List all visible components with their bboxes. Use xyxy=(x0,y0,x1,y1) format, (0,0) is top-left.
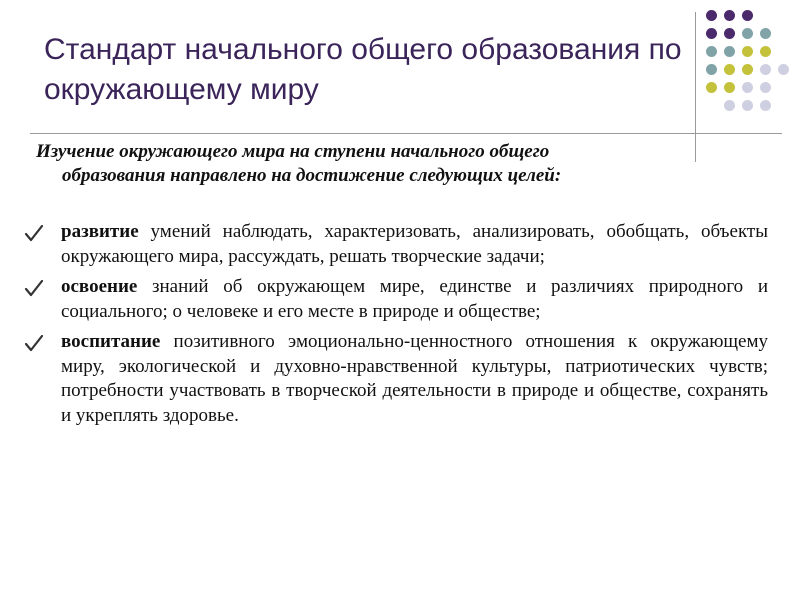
decorative-dot xyxy=(706,28,717,39)
item-text: знаний об окружающем мире, единстве и различиях природного и социального; о человеке и его месте в природе и обществе; xyxy=(61,276,768,322)
check-mark-icon xyxy=(24,224,44,242)
decorative-dot xyxy=(724,28,735,39)
decorative-dot xyxy=(724,100,735,111)
decorative-dot xyxy=(760,100,771,111)
intro-paragraph xyxy=(36,140,769,188)
decorative-dot xyxy=(742,100,753,111)
check-mark-icon xyxy=(24,279,44,297)
intro-line-1: Изучение окружающего мира на ступени начального общего xyxy=(36,141,550,162)
list-item xyxy=(0,330,800,428)
item-keyword: освоение xyxy=(61,276,138,297)
item-keyword: воспитание xyxy=(61,331,161,352)
list-item xyxy=(0,275,800,324)
decorative-dot xyxy=(706,10,717,21)
decorative-dot xyxy=(742,10,753,21)
goals-list xyxy=(0,220,800,434)
decorative-dot xyxy=(760,64,771,75)
intro-line-2: образования направлено на достижение следующих целей: xyxy=(62,165,562,186)
decorative-dot xyxy=(742,46,753,57)
decorative-dot xyxy=(724,82,735,93)
decorative-dot xyxy=(742,82,753,93)
decorative-dot xyxy=(742,28,753,39)
slide-title: Стандарт начального общего образования по окружающему миру xyxy=(44,33,682,106)
list-item xyxy=(0,220,800,269)
decorative-dot xyxy=(724,10,735,21)
decorative-dot xyxy=(724,64,735,75)
horizontal-divider xyxy=(30,133,782,134)
item-text: позитивного эмоционально-ценностного отношения к окружающему миру, экологической и духовно-нравственной культуры, патриотических чувств; потребности участвовать в творческой деятельности в природе и обществе, сохранять и укреплять здоровье. xyxy=(61,331,768,426)
decorative-dot xyxy=(760,82,771,93)
decorative-dot xyxy=(706,64,717,75)
decorative-dot xyxy=(706,82,717,93)
decorative-dot xyxy=(706,46,717,57)
item-keyword: развитие xyxy=(61,221,139,242)
decorative-dot xyxy=(742,64,753,75)
decorative-dot xyxy=(760,28,771,39)
item-text: умений наблюдать, характеризовать, анализировать, обобщать, объекты окружающего мира, рассуждать, решать творческие задачи; xyxy=(61,221,768,267)
dot-grid-icon xyxy=(706,10,786,125)
decorative-dot xyxy=(724,46,735,57)
decorative-dot xyxy=(778,64,789,75)
decorative-dot xyxy=(760,46,771,57)
check-mark-icon xyxy=(24,334,44,352)
